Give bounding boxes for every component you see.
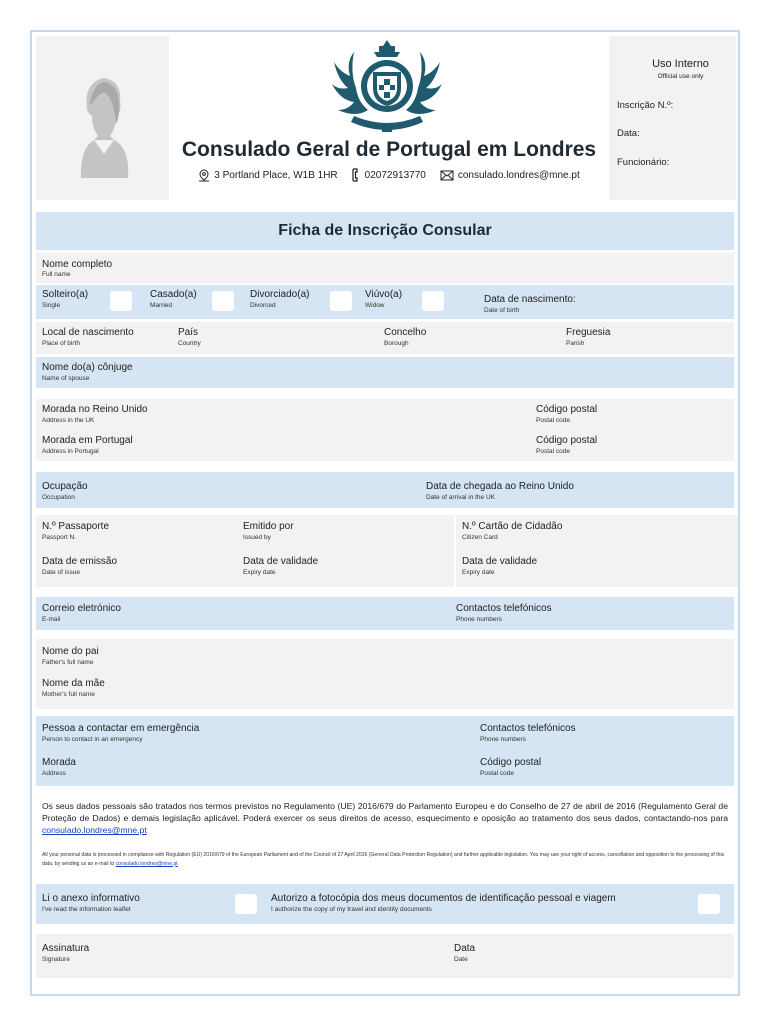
arrival-date-label: Data de chegada ao Reino Unido <box>426 481 574 492</box>
portuguese-coat-of-arms-emblem <box>324 38 450 134</box>
issue-date-label: Data de emissão <box>42 556 118 567</box>
single-checkbox[interactable] <box>110 291 132 311</box>
birth-date-label: Data de nascimento: <box>484 294 576 305</box>
passport-sublabel: Passport N. <box>42 534 76 541</box>
date-label: Data <box>454 943 476 954</box>
address-contact <box>198 168 337 182</box>
privacy-pt-email-link[interactable]: consulado.londres@mne.pt <box>42 825 147 835</box>
emergency-postcode-label: Código postal <box>480 757 542 768</box>
single-label: Solteiro(a) <box>42 289 89 300</box>
divorced-label: Divorciado(a) <box>250 289 310 300</box>
signature-label: Assinatura <box>42 943 90 954</box>
date-sublabel: Date <box>454 956 468 963</box>
single-sublabel: Single <box>42 302 61 309</box>
photo-placeholder[interactable] <box>36 36 169 200</box>
spouse-sublabel: Name of spouse <box>42 375 90 382</box>
married-sublabel: Married <box>150 302 173 309</box>
leaflet-checkbox[interactable] <box>235 894 257 914</box>
consent-row <box>36 884 734 924</box>
email-text: consulado.londres@mne.pt <box>457 169 580 181</box>
issued-by-sublabel: Issued by <box>243 534 271 541</box>
married-label: Casado(a) <box>150 289 197 300</box>
contact-row <box>169 168 609 182</box>
issue-date-sublabel: Date of issue <box>42 569 80 576</box>
pt-address-sublabel: Address in Portugal <box>42 448 99 455</box>
phones-label: Contactos telefónicos <box>456 603 552 614</box>
country-label: País <box>178 327 199 338</box>
authorize-label: Autorizo a fotocópia dos meus documentos de identificação pessoal e viagem <box>271 893 616 904</box>
father-label: Nome do pai <box>42 646 99 657</box>
privacy-en-email-link[interactable]: consulado.londres@mne.pt <box>115 860 178 867</box>
uk-postcode-label: Código postal <box>536 404 598 415</box>
uk-address-sublabel: Address in the UK <box>42 417 95 424</box>
authorize-sublabel: I authorize the copy of my travel and identity documents <box>271 906 432 913</box>
official-use-subtitle: Official use only <box>657 73 704 80</box>
spouse-name-field[interactable] <box>36 357 734 388</box>
location-pin-icon <box>198 169 210 182</box>
address-text: 3 Portland Place, W1B 1HR <box>214 169 338 181</box>
email-label: Correio eletrónico <box>42 603 121 614</box>
citizen-card-sublabel: Citizen Card <box>462 534 498 541</box>
divorced-sublabel: Divorced <box>250 302 276 309</box>
mother-label: Nome da mãe <box>42 678 105 689</box>
emergency-contact-sublabel: Person to contact in an emergency <box>42 736 143 743</box>
emergency-address-sublabel: Address <box>42 770 66 777</box>
uk-address-label: Morada no Reino Unido <box>42 404 148 415</box>
leaflet-sublabel: I've read the information leaflet <box>42 906 131 913</box>
uk-postcode-sublabel: Postal code <box>536 417 570 424</box>
full-name-label: Nome completo <box>42 259 113 270</box>
citizen-card-label: N.º Cartão de Cidadão <box>462 521 563 532</box>
divorced-checkbox[interactable] <box>330 291 352 311</box>
email-phone-row[interactable] <box>36 597 734 630</box>
privacy-en-text: All your personal data is processed in compliance with Regulation (EU) 2016/679 of the European Parliament and of the Council of 27 April 2016 (General Data Protection Regulation) and further applicable legislation. You may use your right of access, cancellation and opposition to the processing of this data, by sending us an e-mail to <box>42 852 725 867</box>
widow-sublabel: Widow <box>365 302 385 309</box>
registration-number-label: Inscrição N.º: <box>617 100 674 111</box>
consulate-title: Consulado Geral de Portugal em Londres <box>181 138 597 161</box>
consular-form-page <box>30 30 740 996</box>
birth-date-sublabel: Date of birth <box>484 307 520 314</box>
parish-label: Freguesia <box>566 327 611 338</box>
phones-sublabel: Phone numbers <box>456 616 502 623</box>
email-sublabel: E-mail <box>42 616 61 623</box>
birth-place-label: Local de nascimento <box>42 327 134 338</box>
email-contact <box>440 168 580 182</box>
officer-label: Funcionário: <box>617 157 670 168</box>
expiry-date-label: Data de validade <box>243 556 319 567</box>
occupation-sublabel: Occupation <box>42 494 75 501</box>
father-sublabel: Father's full name <box>42 659 94 666</box>
occupation-label: Ocupação <box>42 481 88 492</box>
parents-section[interactable] <box>36 639 734 709</box>
phone-contact <box>352 168 426 182</box>
privacy-notice-en <box>42 851 728 868</box>
widow-label: Viúvo(a) <box>365 289 403 300</box>
emergency-phones-label: Contactos telefónicos <box>480 723 576 734</box>
issued-by-label: Emitido por <box>243 521 294 532</box>
full-name-field[interactable] <box>36 253 734 283</box>
cc-expiry-date-label: Data de validade <box>462 556 538 567</box>
married-checkbox[interactable] <box>212 291 234 311</box>
official-date-label: Data: <box>617 128 640 139</box>
emergency-contact-label: Pessoa a contactar em emergência <box>42 723 200 734</box>
cc-expiry-date-sublabel: Expiry date <box>462 569 495 576</box>
phone-text: 02072913770 <box>364 169 426 181</box>
phone-icon <box>352 168 361 182</box>
emergency-address-label: Morada <box>42 757 76 768</box>
expiry-date-sublabel: Expiry date <box>243 569 276 576</box>
envelope-icon <box>440 170 454 181</box>
pt-postcode-label: Código postal <box>536 435 598 446</box>
emergency-phones-sublabel: Phone numbers <box>480 736 526 743</box>
privacy-pt-text: Os seus dados pessoais são tratados nos termos previstos no Regulamento (UE) 2016/679 do Parlamento Europeu e do Conselho de 27 de abril de 2016 (Regulamento Geral de Proteção de Dados) e demais legislação aplicável. Poderá exercer os seus direitos de acesso, esquecimento e oposição ao tratamento dos seus dados, contactando-nos para <box>42 801 728 823</box>
signature-sublabel: Signature <box>42 956 70 963</box>
person-silhouette-icon <box>36 36 169 200</box>
emergency-postcode-sublabel: Postal code <box>480 770 514 777</box>
occupation-row[interactable] <box>36 472 734 508</box>
privacy-notice-pt <box>42 800 728 836</box>
borough-label: Concelho <box>384 327 427 338</box>
arrival-date-sublabel: Date of arrival in the UK <box>426 494 496 501</box>
official-use-box <box>609 36 736 200</box>
country-sublabel: Country <box>178 340 201 347</box>
birth-place-sublabel: Place of birth <box>42 340 80 347</box>
form-title: Ficha de Inscrição Consular <box>278 222 492 239</box>
signature-row[interactable] <box>36 934 734 978</box>
authorize-checkbox[interactable] <box>698 894 720 914</box>
full-name-sublabel: Full name <box>42 271 71 278</box>
leaflet-label: Li o anexo informativo <box>42 893 140 904</box>
pt-postcode-sublabel: Postal code <box>536 448 570 455</box>
passport-label: N.º Passaporte <box>42 521 110 532</box>
parish-sublabel: Parish <box>566 340 585 347</box>
widow-checkbox[interactable] <box>422 291 444 311</box>
official-use-title: Uso Interno <box>652 58 709 70</box>
pt-address-label: Morada em Portugal <box>42 435 133 446</box>
spouse-label: Nome do(a) cônjuge <box>42 362 133 373</box>
mother-sublabel: Mother's full name <box>42 691 95 698</box>
borough-sublabel: Borough <box>384 340 409 347</box>
